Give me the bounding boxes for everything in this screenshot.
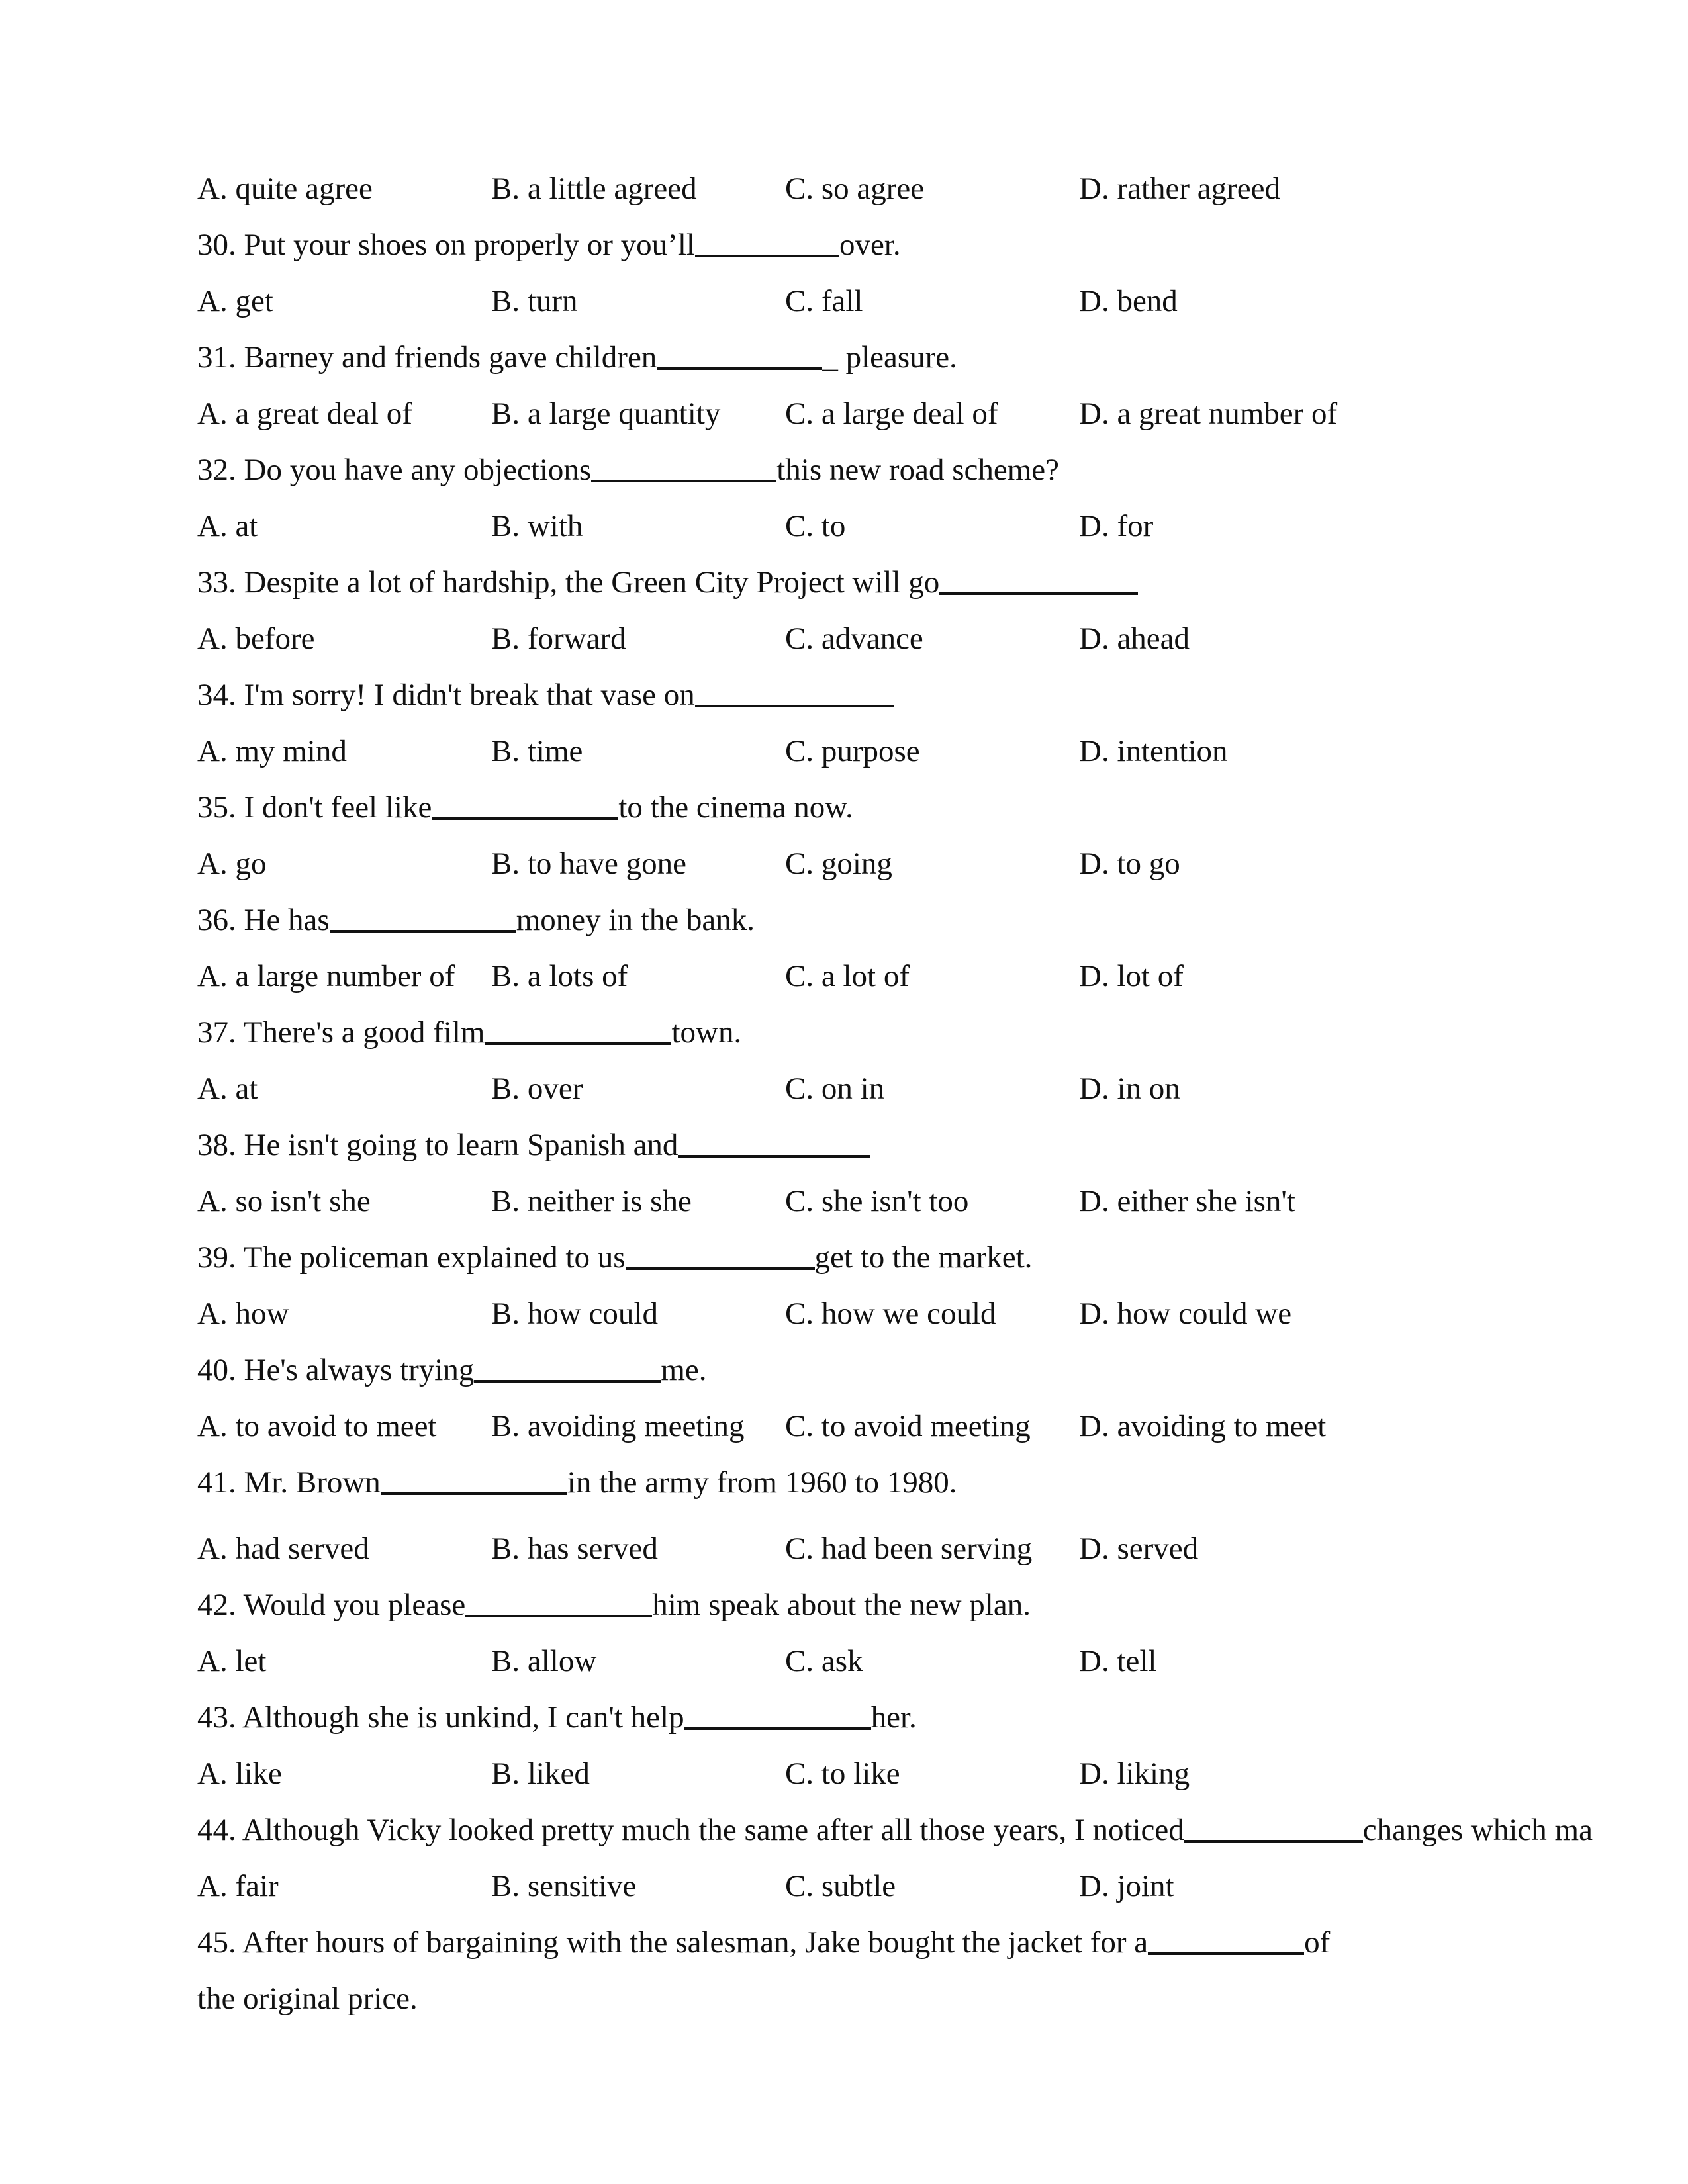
question-line: [197, 900, 755, 940]
answer-option-a: A. how: [197, 1297, 289, 1331]
answer-option-b: B. time: [491, 734, 583, 768]
question-text-after-blank: her.: [870, 1700, 917, 1735]
answer-option-a: A. at: [197, 1071, 258, 1106]
answer-option-b: B. avoiding meeting: [491, 1409, 745, 1443]
answer-blank: [591, 453, 776, 482]
answer-option-d: D. rather agreed: [1079, 171, 1281, 206]
question-text-after-blank: changes which ma: [1362, 1813, 1593, 1847]
question-text: 43. Although she is unkind, I can't help: [197, 1700, 684, 1735]
question-text: 37. There's a good film: [197, 1015, 485, 1050]
answer-option-c: C. going: [785, 846, 892, 881]
question-text: 41. Mr. Brown: [197, 1465, 381, 1500]
answer-blank: [465, 1588, 652, 1617]
answer-option-c: C. advance: [785, 621, 923, 656]
answer-option-a: A. quite agree: [197, 171, 373, 206]
question-text-after-blank: money in the bank.: [516, 903, 755, 937]
answer-blank: [432, 791, 618, 820]
question-line: [197, 1463, 957, 1502]
question-text-after-blank: over.: [839, 228, 901, 262]
answer-option-a: A. get: [197, 284, 273, 318]
answer-option-c: C. had been serving: [785, 1531, 1033, 1566]
answer-option-a: A. my mind: [197, 734, 347, 768]
answer-option-b: B. sensitive: [491, 1869, 637, 1903]
answer-option-d: D. avoiding to meet: [1079, 1409, 1327, 1443]
answer-blank: [678, 1128, 870, 1158]
answer-option-c: C. on in: [785, 1071, 885, 1106]
answer-option-b: B. a lots of: [491, 959, 628, 993]
question-line: [197, 788, 853, 827]
answer-option-c: C. fall: [785, 284, 863, 318]
answer-option-b: B. liked: [491, 1756, 590, 1791]
answer-option-a: A. before: [197, 621, 315, 656]
answer-option-d: D. bend: [1079, 284, 1178, 318]
answer-option-b: B. neither is she: [491, 1184, 692, 1218]
question-line: [197, 1698, 917, 1737]
answer-option-d: D. a great number of: [1079, 396, 1338, 431]
answer-option-c: C. a large deal of: [785, 396, 998, 431]
answer-blank: [474, 1353, 661, 1383]
answer-option-a: A. to avoid to meet: [197, 1409, 437, 1443]
answer-option-c: C. so agree: [785, 171, 925, 206]
answer-blank: [1184, 1813, 1363, 1843]
answer-option-c: C. a lot of: [785, 959, 910, 993]
answer-option-a: A. at: [197, 509, 258, 543]
question-text: 36. He has: [197, 903, 330, 937]
answer-blank: [684, 1701, 871, 1730]
answer-blank: [626, 1241, 815, 1270]
question-line: [197, 1125, 870, 1165]
question-line: [197, 338, 957, 377]
answer-blank: [330, 903, 516, 933]
question-text: 39. The policeman explained to us: [197, 1240, 626, 1275]
answer-blank: [695, 228, 839, 257]
question-text: 44. Although Vicky looked pretty much the same after all those years, I noticed: [197, 1813, 1184, 1847]
answer-option-d: D. liking: [1079, 1756, 1190, 1791]
answer-option-b: B. a large quantity: [491, 396, 721, 431]
question-text-after-blank: town.: [671, 1015, 742, 1050]
question-text: 40. He's always trying: [197, 1353, 475, 1387]
answer-option-b: B. how could: [491, 1297, 658, 1331]
question-line: [197, 1238, 1032, 1277]
question-text: 30. Put your shoes on properly or you’ll: [197, 228, 695, 262]
answer-option-a: A. go: [197, 846, 267, 881]
question-text-after-blank: of: [1304, 1925, 1331, 1960]
question-line: [197, 450, 1059, 490]
answer-option-c: C. how we could: [785, 1297, 996, 1331]
question-text-after-blank: in the army from 1960 to 1980.: [567, 1465, 957, 1500]
answer-blank: [485, 1016, 671, 1045]
answer-option-d: D. joint: [1079, 1869, 1174, 1903]
answer-blank: [1148, 1926, 1304, 1955]
question-text-after-blank: this new road scheme?: [776, 453, 1059, 487]
answer-option-a: A. like: [197, 1756, 282, 1791]
answer-option-a: A. let: [197, 1644, 267, 1678]
answer-option-d: D. ahead: [1079, 621, 1190, 656]
answer-option-c: C. purpose: [785, 734, 920, 768]
answer-option-d: D. in on: [1079, 1071, 1180, 1106]
question-text: 45. After hours of bargaining with the salesman, Jake bought the jacket for a: [197, 1925, 1149, 1960]
answer-option-c: C. subtle: [785, 1869, 896, 1903]
answer-option-b: B. has served: [491, 1531, 658, 1566]
question-text: 34. I'm sorry! I didn't break that vase on: [197, 678, 695, 712]
answer-option-b: B. a little agreed: [491, 171, 697, 206]
answer-option-d: D. served: [1079, 1531, 1199, 1566]
answer-option-d: D. intention: [1079, 734, 1228, 768]
question-text-after-blank: to the cinema now.: [618, 790, 853, 825]
question-text: 35. I don't feel like: [197, 790, 432, 825]
answer-option-d: D. how could we: [1079, 1297, 1292, 1331]
answer-blank: [695, 678, 894, 707]
question-text-after-blank: me.: [661, 1353, 707, 1387]
answer-option-a: A. so isn't she: [197, 1184, 371, 1218]
question-text-after-blank: get to the market.: [814, 1240, 1033, 1275]
answer-option-c: C. she isn't too: [785, 1184, 969, 1218]
question-text: 31. Barney and friends gave children: [197, 340, 657, 375]
answer-option-b: B. over: [491, 1071, 583, 1106]
answer-option-d: D. tell: [1079, 1644, 1157, 1678]
question-text: 38. He isn't going to learn Spanish and: [197, 1128, 679, 1162]
question-text-after-blank: him speak about the new plan.: [652, 1588, 1031, 1622]
answer-blank: [939, 566, 1138, 595]
answer-option-a: A. a large number of: [197, 959, 455, 993]
question-line: [197, 675, 894, 715]
question-line: [197, 1810, 1593, 1850]
answer-option-c: C. to: [785, 509, 846, 543]
question-line: [197, 225, 901, 265]
question-line: [197, 563, 1138, 602]
answer-option-a: A. fair: [197, 1869, 279, 1903]
question-continuation: [197, 1979, 418, 2019]
question-text: 33. Despite a lot of hardship, the Green City Project will go: [197, 565, 940, 600]
answer-option-d: D. lot of: [1079, 959, 1184, 993]
answer-blank: [381, 1466, 567, 1495]
question-text: 32. Do you have any objections: [197, 453, 592, 487]
question-line: [197, 1585, 1031, 1625]
answer-option-b: B. to have gone: [491, 846, 686, 881]
answer-option-a: A. a great deal of: [197, 396, 412, 431]
answer-blank: [657, 341, 822, 370]
continuation-text: the original price.: [197, 1981, 418, 2016]
answer-option-c: C. to avoid meeting: [785, 1409, 1031, 1443]
question-text-after-blank: _ pleasure.: [822, 340, 957, 375]
answer-option-b: B. allow: [491, 1644, 597, 1678]
answer-option-c: C. ask: [785, 1644, 863, 1678]
answer-option-d: D. to go: [1079, 846, 1180, 881]
answer-option-c: C. to like: [785, 1756, 900, 1791]
answer-option-b: B. turn: [491, 284, 578, 318]
question-text: 42. Would you please: [197, 1588, 466, 1622]
question-line: [197, 1923, 1330, 1962]
answer-option-d: D. either she isn't: [1079, 1184, 1295, 1218]
answer-option-a: A. had served: [197, 1531, 369, 1566]
question-line: [197, 1013, 741, 1052]
answer-option-b: B. forward: [491, 621, 626, 656]
answer-option-b: B. with: [491, 509, 583, 543]
answer-option-d: D. for: [1079, 509, 1154, 543]
question-line: [197, 1350, 707, 1390]
